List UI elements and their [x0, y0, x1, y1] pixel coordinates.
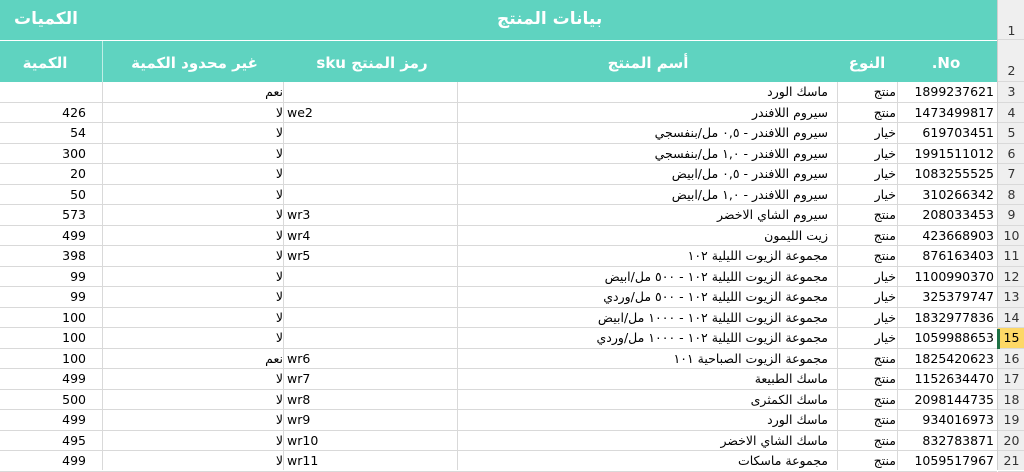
cell-unlimited[interactable]: لا: [275, 309, 283, 325]
active-row-indicator: [997, 329, 1000, 349]
table-row: [0, 308, 997, 329]
cell-no[interactable]: 934016973: [922, 412, 994, 427]
row-number[interactable]: 20: [998, 431, 1024, 452]
table-row: [0, 82, 997, 103]
table-row: [0, 287, 997, 308]
cell-type[interactable]: منتج: [873, 104, 896, 120]
cell-no[interactable]: 208033453: [922, 207, 994, 222]
row-number[interactable]: 8: [998, 185, 1024, 206]
cell-type[interactable]: خيار: [874, 166, 896, 181]
data-rows: [0, 82, 997, 472]
cell-qty[interactable]: 499: [62, 453, 86, 468]
cell-qty[interactable]: 54: [70, 125, 86, 140]
table-row: [0, 451, 997, 472]
cell-name[interactable]: سيروم اللافندر - ١,٠ مل/بنفسجي: [654, 145, 828, 161]
row-number[interactable]: 21: [998, 451, 1024, 472]
cell-unlimited[interactable]: لا: [275, 371, 283, 386]
cell-unlimited[interactable]: نعم: [265, 350, 283, 366]
cell-no[interactable]: 1899237621: [914, 84, 994, 99]
cell-unlimited[interactable]: لا: [275, 227, 283, 243]
row-number[interactable]: 9: [998, 205, 1024, 226]
cell-no[interactable]: 1991511012: [914, 145, 994, 161]
table-row: [0, 328, 997, 349]
cell-name[interactable]: مجموعة الزيوت الليلية ١٠٢ - ١٠٠٠ مل/ابيض: [597, 309, 828, 325]
col-header-sku[interactable]: رمز المنتج sku: [316, 54, 428, 72]
cell-no[interactable]: 1083255525: [914, 166, 994, 181]
cell-type[interactable]: منتج: [873, 391, 896, 407]
table-row: [0, 390, 997, 411]
cell-type[interactable]: خيار: [874, 125, 896, 140]
cell-qty[interactable]: 100: [62, 350, 86, 366]
row-number[interactable]: 2: [998, 40, 1024, 82]
row-number[interactable]: 6: [998, 144, 1024, 165]
cell-no[interactable]: 2098144735: [914, 391, 994, 407]
table-row: [0, 123, 997, 144]
cell-unlimited[interactable]: لا: [275, 248, 283, 263]
table-row: [0, 226, 997, 247]
section-product-title: بيانات المنتج: [497, 9, 603, 29]
cell-sku[interactable]: wr7: [287, 371, 311, 386]
cell-no[interactable]: 1473499817: [914, 104, 994, 120]
cell-name[interactable]: مجموعة الزيوت الليلية ١٠٢ - ٥٠٠ مل/وردي: [603, 289, 828, 304]
row-number[interactable]: 18: [998, 390, 1024, 411]
cell-type[interactable]: خيار: [874, 309, 896, 325]
cell-type[interactable]: خيار: [874, 330, 896, 345]
cell-no[interactable]: 1059988653: [914, 330, 994, 345]
cell-unlimited[interactable]: لا: [275, 166, 283, 181]
row-number[interactable]: 5: [998, 123, 1024, 144]
cell-name[interactable]: مجموعة الزيوت الصباحية ١٠١: [673, 350, 828, 366]
grid-line: [457, 82, 458, 470]
cell-type[interactable]: منتج: [873, 432, 896, 448]
cell-qty[interactable]: 499: [62, 227, 86, 243]
cell-qty[interactable]: 426: [62, 104, 86, 120]
cell-no[interactable]: 1152634470: [914, 371, 994, 386]
cell-no[interactable]: 325379747: [922, 289, 994, 304]
col-header-unlimited[interactable]: غير محدود الكمية: [131, 54, 258, 72]
col-header-name[interactable]: أسم المنتج: [607, 54, 689, 72]
cell-name[interactable]: سيروم اللافندر: [752, 104, 828, 120]
cell-sku[interactable]: [287, 185, 447, 205]
cell-name[interactable]: سيروم الشاي الاخضر: [717, 207, 828, 222]
table-row: [0, 144, 997, 165]
cell-unlimited[interactable]: لا: [275, 207, 283, 222]
cell-type[interactable]: منتج: [873, 248, 896, 263]
cell-qty[interactable]: 499: [62, 371, 86, 386]
cell-name[interactable]: سيروم اللافندر - ٠,٥ مل/ابيض: [671, 166, 828, 181]
cell-unlimited[interactable]: لا: [275, 145, 283, 161]
cell-unlimited[interactable]: لا: [275, 330, 283, 345]
table-row: [0, 164, 997, 185]
cell-sku[interactable]: we2: [287, 104, 313, 120]
cell-qty[interactable]: 50: [70, 186, 86, 202]
cell-name[interactable]: مجموعة الزيوت الليلية ١٠٢: [687, 248, 828, 263]
cell-sku[interactable]: wr3: [287, 207, 311, 222]
row-number[interactable]: 16: [998, 349, 1024, 370]
cell-qty[interactable]: 99: [70, 289, 86, 304]
cell-sku[interactable]: wr10: [287, 432, 319, 448]
cell-qty[interactable]: 495: [62, 432, 86, 448]
cell-name[interactable]: سيروم اللافندر - ١,٠ مل/ابيض: [671, 186, 828, 202]
col-header-qty[interactable]: الكمية: [22, 54, 68, 72]
cell-unlimited[interactable]: لا: [275, 289, 283, 304]
column-header-row: [0, 40, 997, 82]
table-row: [0, 246, 997, 267]
cell-sku[interactable]: [287, 144, 447, 164]
cell-name[interactable]: ماسك الورد: [767, 412, 828, 427]
cell-name[interactable]: مجموعة الزيوت الليلية ١٠٢ - ٥٠٠ مل/ابيض: [604, 268, 828, 284]
table-row: [0, 349, 997, 370]
cell-name[interactable]: مجموعة الزيوت الليلية ١٠٢ - ١٠٠٠ مل/وردي: [596, 330, 828, 345]
cell-no[interactable]: 1825420623: [914, 350, 994, 366]
cell-sku[interactable]: wr5: [287, 248, 311, 263]
table-row: [0, 205, 997, 226]
row-number[interactable]: 7: [998, 164, 1024, 185]
cell-name[interactable]: ماسك الورد: [767, 84, 828, 99]
cell-qty[interactable]: [0, 82, 86, 102]
cell-name[interactable]: مجموعة ماسكات: [737, 453, 828, 468]
cell-no[interactable]: 619703451: [922, 125, 994, 140]
cell-unlimited[interactable]: لا: [275, 104, 283, 120]
table-row: [0, 369, 997, 390]
cell-qty[interactable]: 398: [62, 248, 86, 263]
table-row: [0, 103, 997, 124]
row-number[interactable]: 3: [998, 82, 1024, 103]
cell-qty[interactable]: 100: [62, 330, 86, 345]
cell-no[interactable]: 310266342: [922, 186, 994, 202]
table-row: [0, 431, 997, 452]
cell-type[interactable]: منتج: [873, 84, 896, 99]
table-row: [0, 185, 997, 206]
cell-sku[interactable]: wr8: [287, 391, 311, 407]
table-row: [0, 410, 997, 431]
cell-name[interactable]: ماسك الطبيعة: [754, 371, 828, 386]
table-row: [0, 267, 997, 288]
cell-name[interactable]: ماسك الكمثرى: [750, 391, 828, 407]
col-header-type[interactable]: النوع: [848, 54, 886, 72]
header-divider: [102, 41, 103, 83]
row-number[interactable]: 13: [998, 287, 1024, 308]
section-quantities-title: الكميات: [14, 9, 78, 29]
row-number[interactable]: 19: [998, 410, 1024, 431]
cell-sku[interactable]: [287, 123, 447, 143]
cell-type[interactable]: منتج: [873, 453, 896, 468]
cell-qty[interactable]: 500: [62, 391, 86, 407]
cell-qty[interactable]: 300: [62, 145, 86, 161]
grid-line: [837, 82, 838, 470]
cell-type[interactable]: منتج: [873, 371, 896, 386]
row-number[interactable]: 17: [998, 369, 1024, 390]
cell-qty[interactable]: 20: [70, 166, 86, 181]
cell-name[interactable]: ماسك الشاي الاخضر: [720, 432, 828, 448]
cell-qty[interactable]: 100: [62, 309, 86, 325]
cell-sku[interactable]: wr6: [287, 350, 311, 366]
cell-unlimited[interactable]: لا: [275, 391, 283, 407]
cell-sku[interactable]: [287, 164, 447, 184]
cell-no[interactable]: 832783871: [922, 432, 994, 448]
cell-unlimited[interactable]: لا: [275, 432, 283, 448]
row-number[interactable]: 12: [998, 267, 1024, 288]
cell-name[interactable]: زيت الليمون: [764, 227, 828, 243]
cell-unlimited[interactable]: لا: [275, 268, 283, 284]
row-number[interactable]: 4: [998, 103, 1024, 124]
cell-unlimited[interactable]: نعم: [265, 84, 283, 99]
grid-line: [102, 82, 103, 470]
cell-no[interactable]: 1832977836: [914, 309, 994, 325]
cell-type[interactable]: منتج: [873, 207, 896, 222]
row-number[interactable]: 1: [998, 0, 1024, 40]
cell-unlimited[interactable]: لا: [275, 412, 283, 427]
cell-no[interactable]: 423668903: [922, 227, 994, 243]
cell-type[interactable]: منتج: [873, 227, 896, 243]
cell-qty[interactable]: 499: [62, 412, 86, 427]
cell-sku[interactable]: [287, 267, 447, 287]
cell-name[interactable]: سيروم اللافندر - ٠,٥ مل/بنفسجي: [654, 125, 828, 140]
cell-no[interactable]: 876163403: [922, 248, 994, 263]
cell-sku[interactable]: wr11: [287, 453, 319, 468]
cell-sku[interactable]: [287, 328, 447, 348]
cell-type[interactable]: خيار: [874, 186, 896, 202]
row-number[interactable]: 10: [998, 226, 1024, 247]
cell-sku[interactable]: [287, 287, 447, 307]
row-header-column: [997, 0, 1024, 470]
cell-sku[interactable]: wr4: [287, 227, 311, 243]
cell-no[interactable]: 1100990370: [914, 268, 994, 284]
cell-sku[interactable]: [287, 308, 447, 328]
cell-type[interactable]: خيار: [874, 289, 896, 304]
cell-unlimited[interactable]: لا: [275, 125, 283, 140]
cell-type[interactable]: منتج: [873, 412, 896, 427]
cell-type[interactable]: خيار: [874, 268, 896, 284]
row-number[interactable]: 11: [998, 246, 1024, 267]
cell-sku[interactable]: [287, 82, 447, 102]
cell-type[interactable]: منتج: [873, 350, 896, 366]
col-header-no[interactable]: No.: [931, 54, 961, 72]
cell-no[interactable]: 1059517967: [914, 453, 994, 468]
section-header-row: [0, 0, 997, 40]
cell-unlimited[interactable]: لا: [275, 453, 283, 468]
row-number[interactable]: 14: [998, 308, 1024, 329]
cell-sku[interactable]: wr9: [287, 412, 311, 427]
grid-line: [897, 82, 898, 470]
cell-qty[interactable]: 99: [70, 268, 86, 284]
cell-unlimited[interactable]: لا: [275, 186, 283, 202]
cell-type[interactable]: خيار: [874, 145, 896, 161]
row-number[interactable]: 15: [998, 328, 1024, 349]
cell-qty[interactable]: 573: [62, 207, 86, 222]
grid-line: [283, 82, 284, 470]
